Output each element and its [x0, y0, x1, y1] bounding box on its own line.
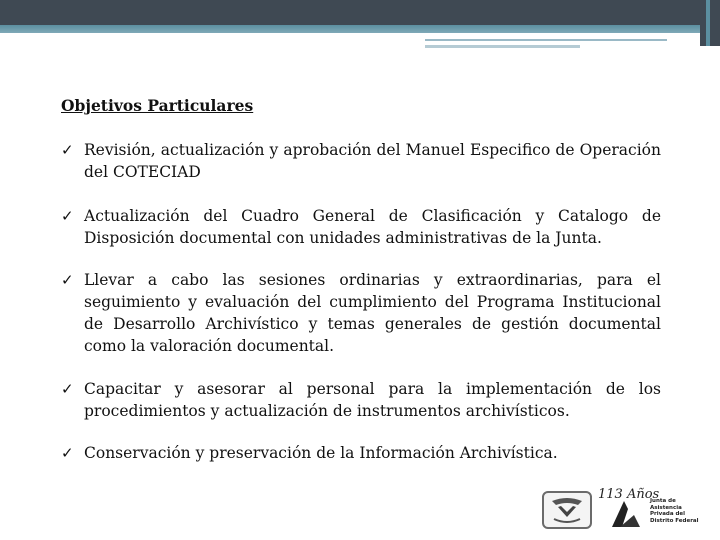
objective-text: Capacitar y asesorar al personal para la implementación de los procedimientos y actualización de instrumentos archivísticos. [84, 380, 661, 420]
header-accent-line [425, 39, 667, 41]
header-teal-stripe [0, 25, 700, 33]
org-line: Asistencia [650, 504, 682, 511]
objective-item [61, 269, 661, 357]
objective-text: Revisión, actualización y aprobación del Manuel Especifico de Operación del COTECIAD [84, 141, 661, 181]
objective-item [61, 378, 661, 422]
header-teal-edge [706, 0, 710, 46]
checkmark-icon: ✓ [61, 271, 74, 289]
checkmark-icon: ✓ [61, 141, 74, 159]
slide-heading: Objetivos Particulares [61, 96, 254, 115]
header-accent-line-short [425, 45, 580, 48]
header-dark-bar [0, 0, 700, 25]
anniversary-label: 113 Años [598, 487, 660, 502]
checkmark-icon: ✓ [61, 380, 74, 398]
objective-item [61, 205, 661, 249]
objective-item [61, 139, 661, 183]
emblem-icon [544, 493, 590, 527]
org-line: Junta de [650, 498, 676, 504]
checkmark-icon: ✓ [61, 207, 74, 225]
emblem-logo [542, 491, 592, 529]
objective-text: Conservación y preservación de la Información Archivística. [84, 444, 558, 462]
organization-name [650, 498, 710, 524]
objective-item [61, 442, 661, 464]
checkmark-icon: ✓ [61, 444, 74, 462]
org-line: Distrito Federal [650, 517, 699, 524]
objective-text: Llevar a cabo las sesiones ordinarias y extraordinarias, para el seguimiento y evaluación del cumplimiento del Programa Institucional de Desarrollo Archivístico y temas generales de gestión documental como la valoración documental. [84, 271, 661, 355]
org-line: Privada del [650, 511, 686, 517]
objective-text: Actualización del Cuadro General de Clasificación y Catalogo de Disposición documental con unidades administrativas de la Junta. [84, 207, 661, 247]
header-dark-bar-right [700, 0, 720, 46]
